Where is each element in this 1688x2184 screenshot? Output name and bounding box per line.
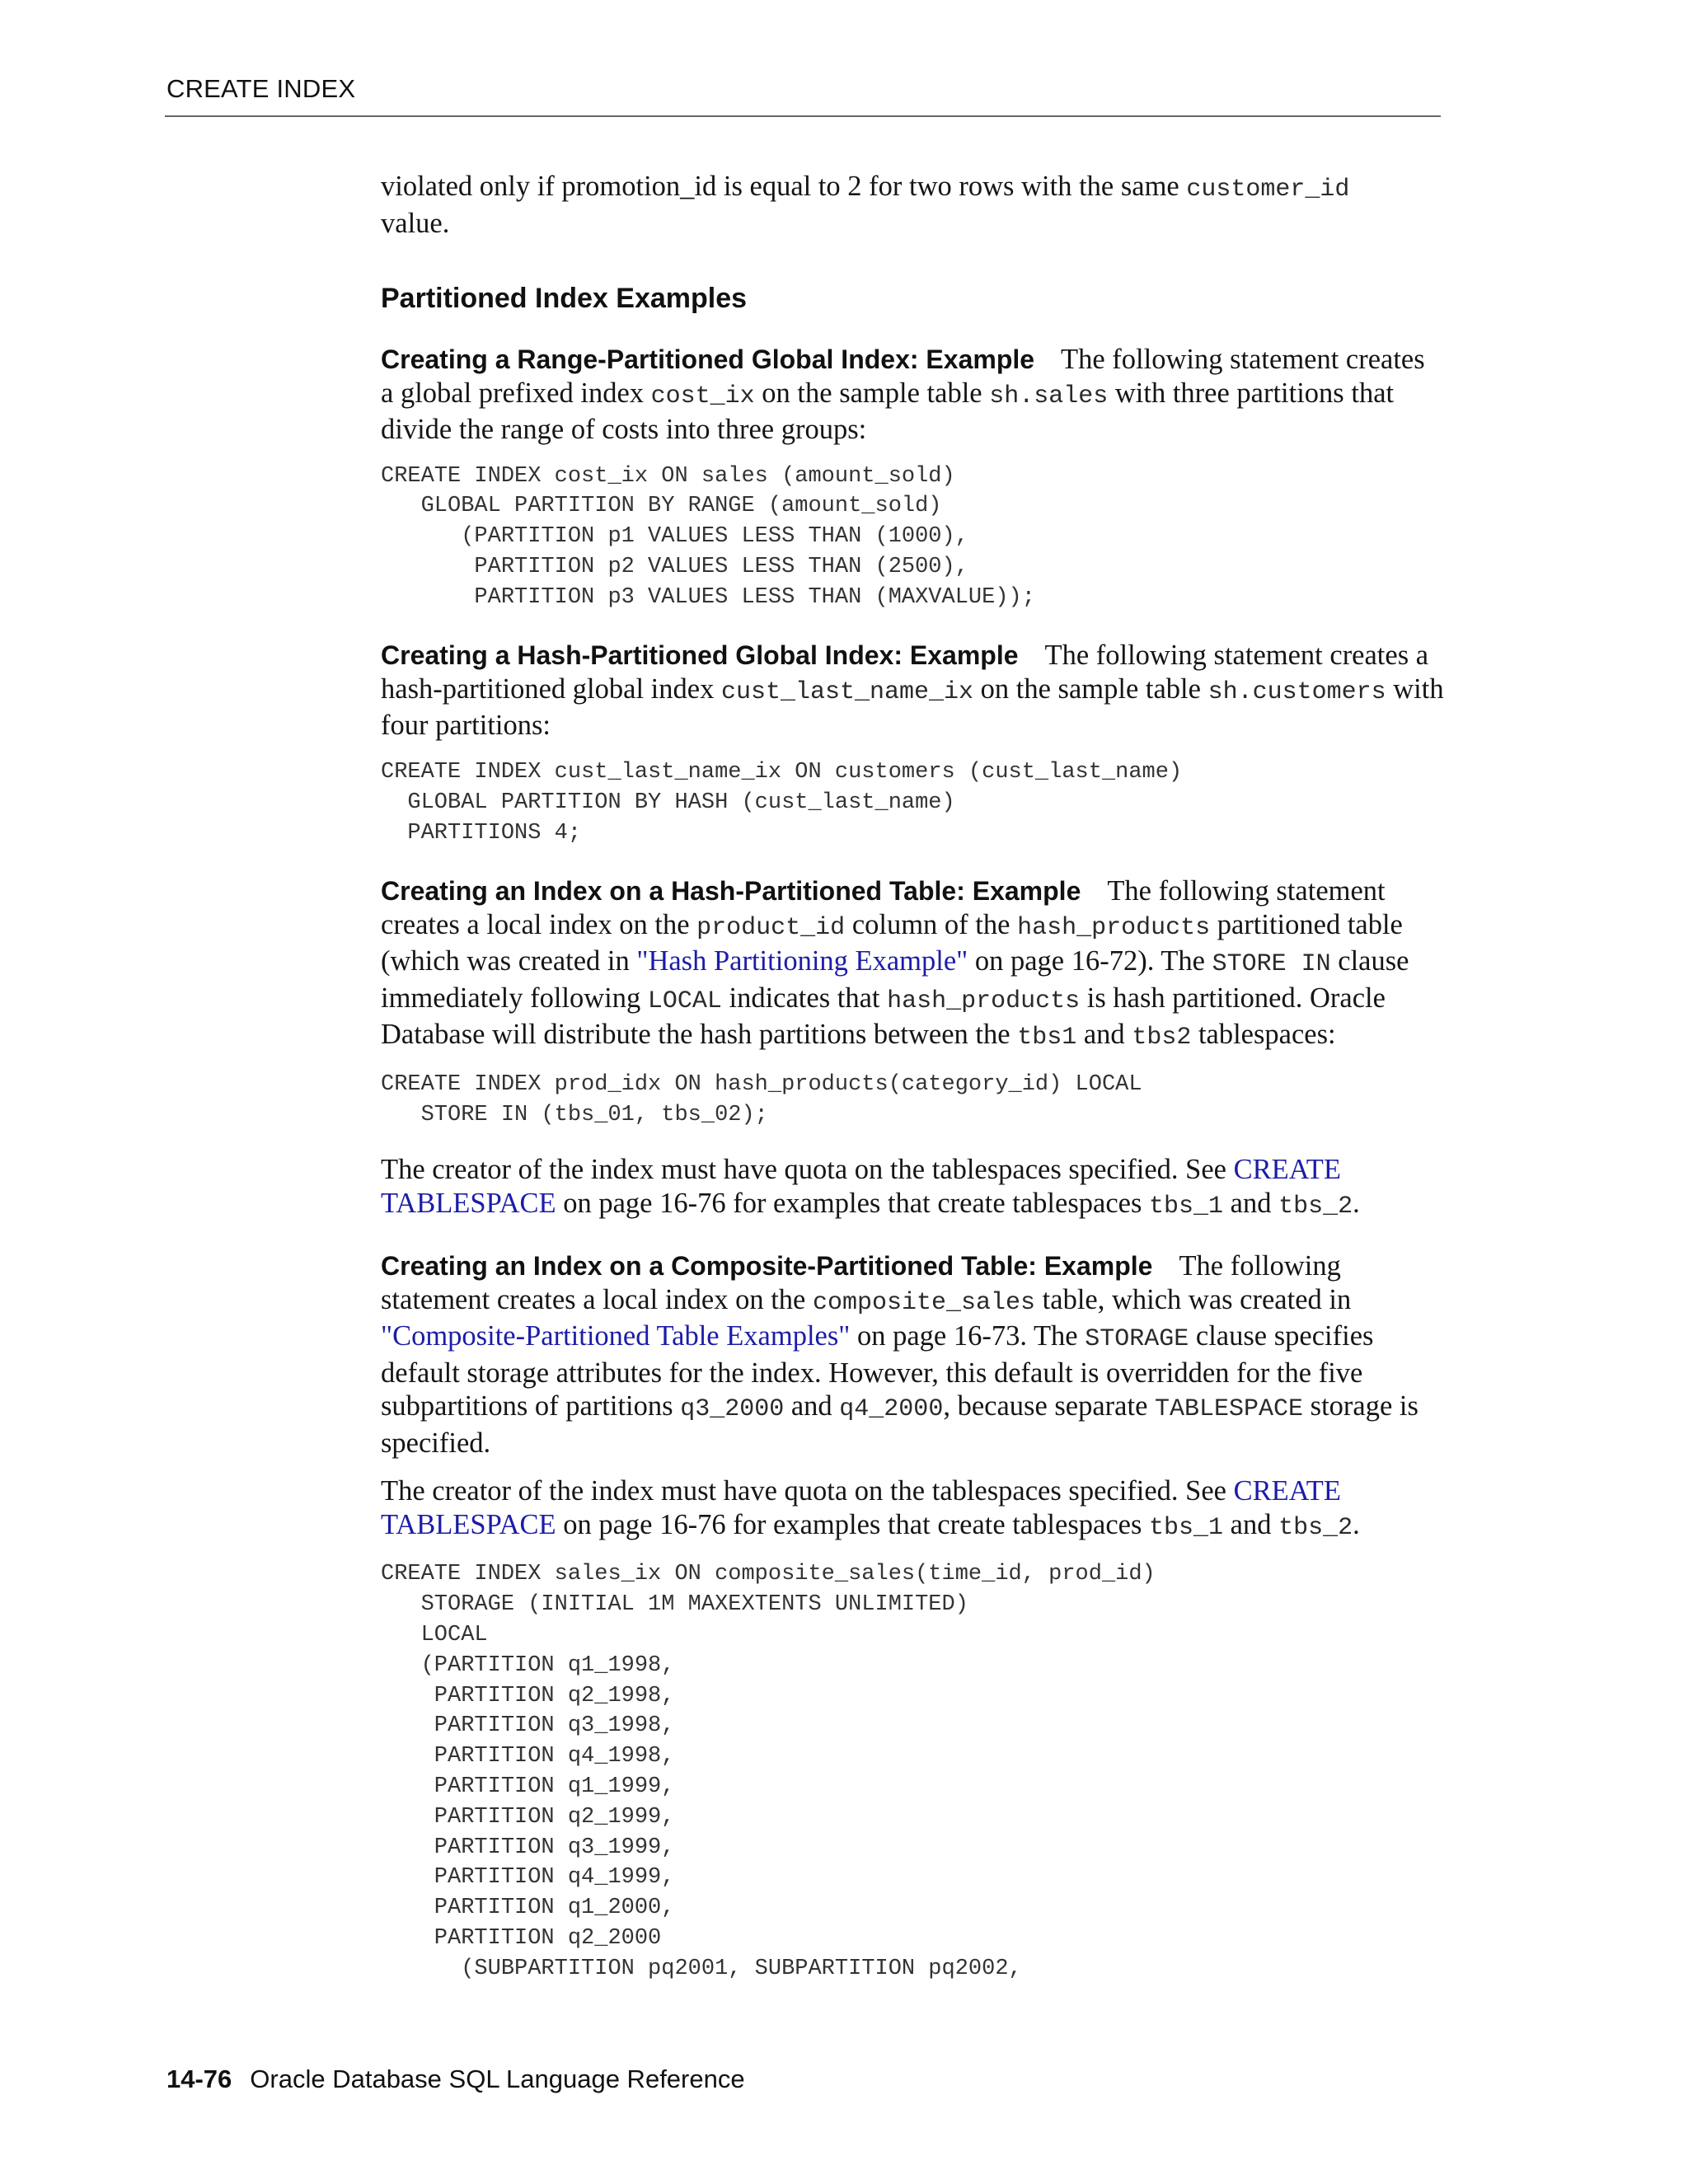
book-title: Oracle Database SQL Language Reference	[250, 2064, 745, 2093]
example-hash-partitioned-table-paragraph	[381, 874, 1444, 1055]
ex3-code-store-in: STORE IN	[1212, 950, 1331, 979]
code-block-hash-partitioned-table: CREATE INDEX prod_idx ON hash_products(category_id) LOCAL STORE IN (tbs_01, tbs_02);	[381, 1071, 1142, 1127]
ex3-text-9: tablespaces:	[1191, 1019, 1336, 1051]
intro-text-1: violated only if promotion_id is equal to 2 for two rows with the same	[381, 171, 1187, 202]
ex4-code-q4-2000: q4_2000	[839, 1395, 944, 1424]
ex3-code-hash-products: hash_products	[1017, 913, 1211, 942]
intro-text-2: value.	[381, 207, 450, 239]
ex4-code-q3-2000: q3_2000	[680, 1395, 785, 1424]
ex3-text-1: The following statement creates a local index on the	[381, 875, 1386, 940]
running-header: CREATE INDEX	[166, 74, 356, 103]
note2-code-tbs-2: tbs_2	[1278, 1513, 1353, 1542]
ex1-code-sh-sales: sh.sales	[989, 382, 1109, 410]
ex2-text-1: The following statement creates a hash-partitioned global index	[381, 640, 1429, 705]
example-range-partitioned-heading: Creating a Range-Partitioned Global Index: Example	[381, 344, 1035, 374]
intro-paragraph	[381, 170, 1444, 240]
example-hash-partitioned-global-heading: Creating a Hash-Partitioned Global Index: Example	[381, 640, 1019, 671]
ex4-text-6: , because separate	[943, 1390, 1156, 1422]
section-heading: Partitioned Index Examples	[381, 283, 748, 314]
ex3-text-8: and	[1076, 1019, 1132, 1051]
ex4-text-7: storage is specified.	[381, 1390, 1418, 1459]
ex4-text-5: and	[784, 1390, 840, 1422]
ex3-text-3: partitioned table (which was created in	[381, 908, 1403, 977]
ex2-code-sh-customers: sh.customers	[1207, 677, 1386, 706]
ex1-text-3: with three partitions that divide the range of costs into three groups:	[381, 377, 1395, 445]
quota-note-2	[381, 1474, 1444, 1544]
example-composite-partitioned-heading: Creating an Index on a Composite-Partitioned Table: Example	[381, 1251, 1153, 1282]
note1-code-tbs-1: tbs_1	[1149, 1192, 1224, 1221]
page-content	[381, 170, 1444, 1985]
link-composite-partitioned-table-examples[interactable]: "Composite-Partitioned Table Examples"	[381, 1320, 851, 1352]
header-rule	[165, 115, 1441, 117]
quota-note-1	[381, 1153, 1444, 1223]
ex2-code-cust-last-name-ix: cust_last_name_ix	[720, 677, 974, 706]
ex1-code-cost-ix: cost_ix	[650, 382, 755, 410]
note1-text-4: .	[1353, 1187, 1360, 1219]
ex3-code-hash-products-2: hash_products	[887, 987, 1081, 1015]
ex3-text-2: column of the	[845, 908, 1018, 940]
ex3-code-product-id: product_id	[696, 913, 846, 942]
link-create-tablespace-1[interactable]: CREATE TABLESPACE	[381, 1154, 1341, 1219]
ex4-code-composite-sales: composite_sales	[813, 1288, 1036, 1317]
note2-text-4: .	[1353, 1508, 1360, 1540]
ex3-text-7: is hash partitioned. Oracle Database will distribute the hash partitions between the	[381, 982, 1386, 1051]
ex4-text-4: clause specifies default storage attributes for the index. However, this default is overridden for the five subpartitions of partitions	[381, 1320, 1374, 1422]
example-hash-partitioned-table-heading: Creating an Index on a Hash-Partitioned Table: Example	[381, 876, 1081, 907]
ex4-text-3: on page 16-73. The	[850, 1320, 1085, 1352]
code-block-composite-partitioned: CREATE INDEX sales_ix ON composite_sales(time_id, prod_id) STORAGE (INITIAL 1M MAXEXTENTS UNLIMITED) LOCAL (PARTITION q1_1998, PARTITION q2_1998, PARTITION q3_1998, PARTITION q4_1998, PARTITION q1_1999, PARTITION q2_1999, PARTITION q3_1999, PARTITION q4_1999, PARTITION q1_2000, PARTITION q2_2000 (SUBPARTITION pq2001, SUBPARTITION pq2002,	[381, 1562, 1156, 1981]
example-range-partitioned-paragraph	[381, 343, 1444, 447]
note1-text-2: on page 16-76 for examples that create tablespaces	[556, 1187, 1149, 1219]
example-composite-partitioned-paragraph	[381, 1249, 1444, 1460]
ex3-code-tbs1: tbs1	[1017, 1024, 1077, 1052]
ex1-text-2: on the sample table	[754, 377, 990, 409]
example-hash-partitioned-global-paragraph	[381, 639, 1444, 743]
ex1-text-1: The following statement creates a global prefixed index	[381, 344, 1425, 409]
link-hash-partitioning-example[interactable]: "Hash Partitioning Example"	[636, 945, 968, 977]
ex4-text-2: table, which was created in	[1035, 1283, 1352, 1315]
ex3-text-5: clause immediately following	[381, 945, 1409, 1014]
code-block-hash-partitioned-global: CREATE INDEX cust_last_name_ix ON customers (cust_last_name) GLOBAL PARTITION BY HASH (cust_last_name) PARTITIONS 4;	[381, 759, 1183, 846]
ex4-code-tablespace: TABLESPACE	[1155, 1395, 1304, 1424]
note1-code-tbs-2: tbs_2	[1278, 1192, 1353, 1221]
link-create-tablespace-2[interactable]: CREATE TABLESPACE	[381, 1475, 1341, 1540]
ex3-code-local: LOCAL	[647, 987, 722, 1015]
note2-text-1: The creator of the index must have quota on the tablespaces specified. See	[381, 1475, 1234, 1507]
note1-text-1: The creator of the index must have quota on the tablespaces specified. See	[381, 1154, 1234, 1186]
intro-code-customer-id: customer_id	[1186, 176, 1350, 204]
page-footer	[166, 2064, 745, 2094]
note2-code-tbs-1: tbs_1	[1149, 1513, 1224, 1542]
ex3-code-tbs2: tbs2	[1132, 1024, 1192, 1052]
code-block-range-partitioned: CREATE INDEX cost_ix ON sales (amount_sold) GLOBAL PARTITION BY RANGE (amount_sold) (PARTITION p1 VALUES LESS THAN (1000), PARTITION p2 VALUES LESS THAN (2500), PARTITION p3 VALUES LESS THAN (MAXVALUE));	[381, 463, 1035, 610]
ex3-text-4: on page 16-72). The	[968, 945, 1212, 977]
note1-text-3: and	[1223, 1187, 1279, 1219]
ex2-text-2: on the sample table	[973, 673, 1208, 705]
ex2-text-3: with four partitions:	[381, 673, 1444, 742]
ex3-text-6: indicates that	[721, 982, 888, 1014]
note2-text-2: on page 16-76 for examples that create tablespaces	[556, 1508, 1149, 1540]
page-number: 14-76	[166, 2064, 232, 2093]
ex4-text-1: The following statement creates a local index on the	[381, 1250, 1341, 1315]
ex4-code-storage: STORAGE	[1085, 1325, 1189, 1354]
note2-text-3: and	[1223, 1508, 1279, 1540]
